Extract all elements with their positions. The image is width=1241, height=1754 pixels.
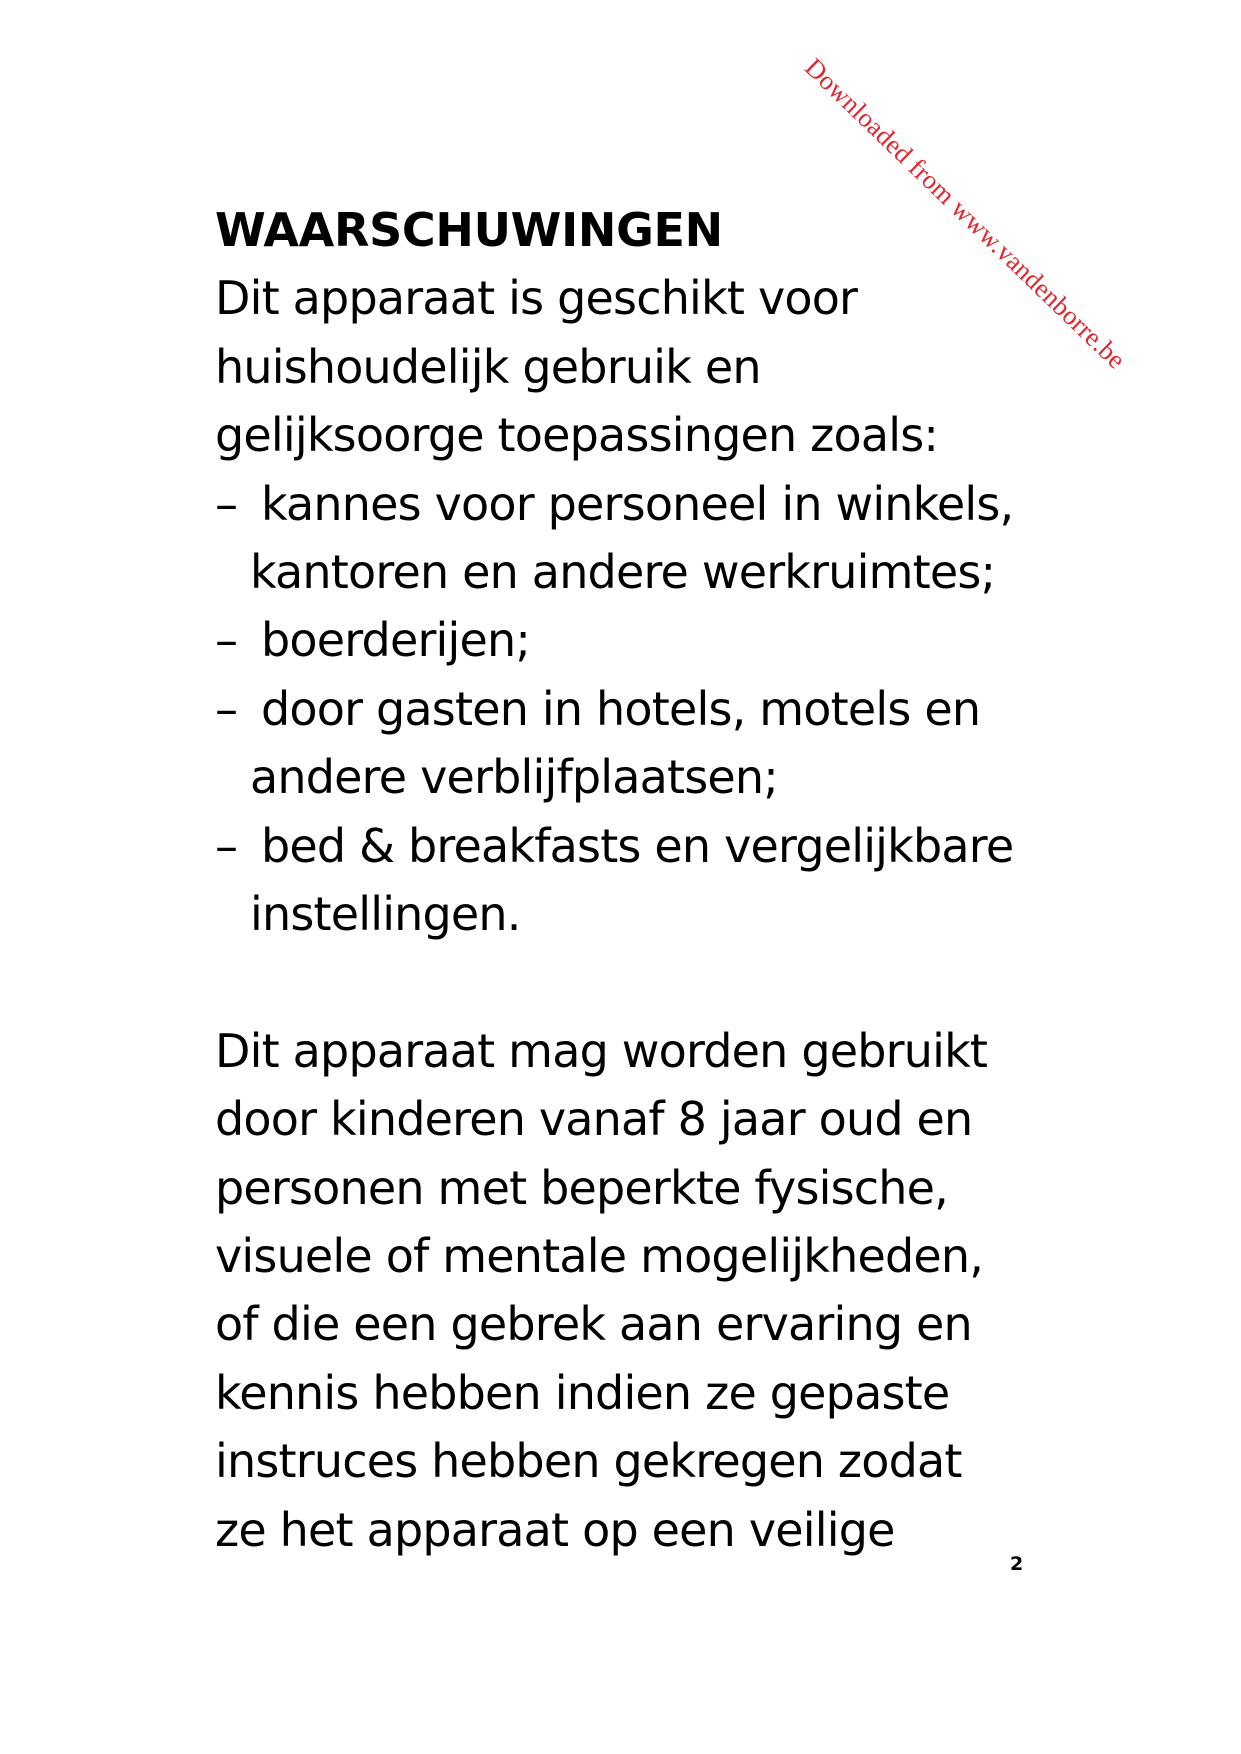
dash-marker: –	[215, 613, 238, 668]
children-paragraph	[215, 1017, 1115, 1564]
paragraph-spacer	[215, 948, 1115, 1016]
watermark-text: Downloaded from www.vandenborre.be	[799, 52, 1132, 375]
paragraph-line: Dit apparaat mag worden gebruikt	[215, 1023, 988, 1078]
paragraph-line: personen met beperkte fysische,	[215, 1160, 948, 1215]
list-item-text: boerderijen;	[261, 613, 531, 668]
paragraph-line: of die een gebrek aan ervaring en	[215, 1297, 972, 1352]
page-number: 2	[1010, 1553, 1024, 1575]
intro-line: huishoudelijk gebruik en	[215, 339, 761, 394]
paragraph-line: visuele of mentale mogelijkheden,	[215, 1229, 984, 1284]
dash-marker: –	[215, 818, 238, 873]
dash-marker: –	[215, 681, 238, 736]
list-item	[215, 812, 1115, 949]
list-item-text: bed & breakfasts en vergelijkbare	[261, 818, 1014, 873]
paragraph-line: ze het apparaat op een veilige	[215, 1502, 895, 1557]
paragraph-line: instruces hebben gekregen zodat	[215, 1434, 962, 1489]
list-item-continuation: kantoren en andere werkruimtes;	[250, 545, 996, 600]
list-item	[215, 675, 1115, 812]
list-item-text: door gasten in hotels, motels en	[261, 681, 981, 736]
paragraph-line: kennis hebben indien ze gepaste	[215, 1365, 950, 1420]
dash-marker: –	[215, 476, 238, 531]
paragraph-line: door kinderen vanaf 8 jaar oud en	[215, 1092, 973, 1147]
section-heading: WAARSCHUWINGEN	[215, 203, 723, 257]
list-item	[215, 606, 1115, 674]
usage-list	[215, 470, 1115, 949]
list-item	[215, 470, 1115, 607]
list-item-continuation: instellingen.	[250, 887, 521, 942]
list-item-text: kannes voor personeel in winkels,	[261, 476, 1014, 531]
list-item-continuation: andere verblijfplaatsen;	[250, 750, 778, 805]
warnings-section	[215, 196, 1115, 1564]
intro-line: gelijksoorge toepassingen zoals:	[215, 408, 939, 463]
intro-line: Dit apparaat is geschikt voor	[215, 271, 858, 326]
